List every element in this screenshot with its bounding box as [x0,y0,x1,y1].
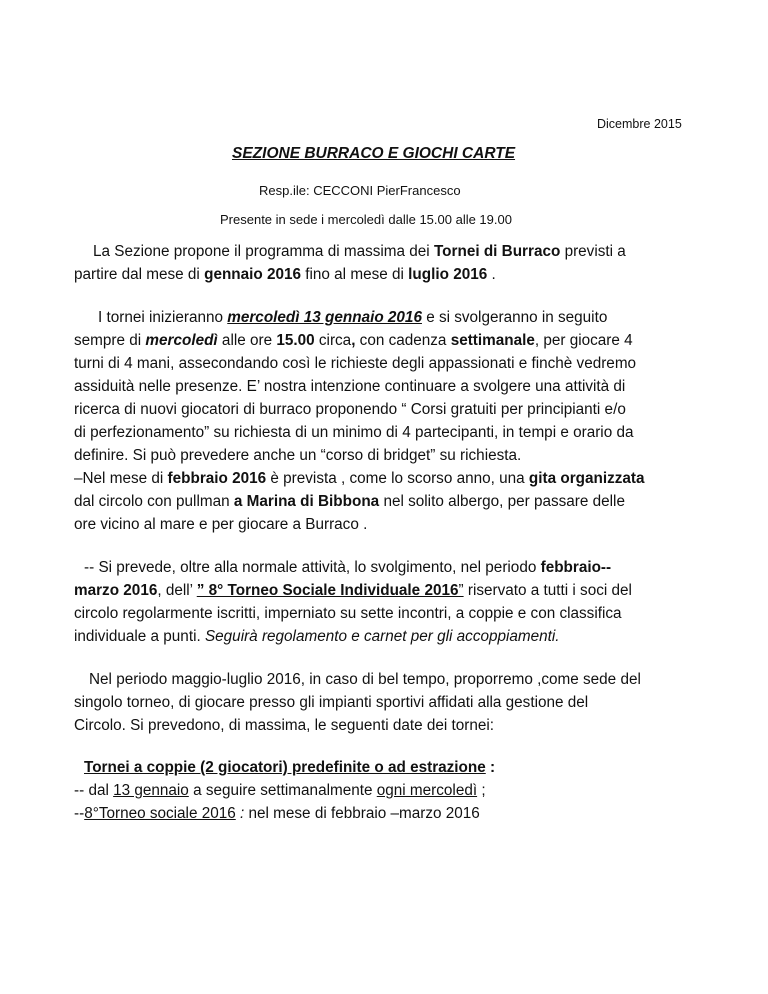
text: alle ore [217,332,277,349]
paragraph-3-line-1 [84,556,611,579]
text: –Nel mese di [74,470,168,487]
tournament-list-heading [84,756,495,779]
text: : [235,805,245,822]
emphasis: Tornei di Burraco [433,243,561,260]
text: nel mese di febbraio –marzo 2016 [244,805,480,822]
paragraph-2-line-9 [74,490,625,513]
text: circa [314,332,352,349]
paragraph-2-line-10: ore vicino al mare e per giocare a Burraco . [74,516,368,533]
paragraph-4-line-2: singolo torneo, di giocare presso gli impianti sportivi affidati alla gestione del [74,694,589,711]
text: , dell’ [157,582,197,599]
emphasis: , [351,332,356,349]
text: -- [74,805,85,822]
paragraph-2-line-2 [74,329,633,352]
text: con cadenza [355,332,451,349]
emphasis: settimanale [450,332,535,349]
text: dal circolo con pullman [74,493,234,510]
paragraph-2-line-7: definire. Si può prevedere anche un “corso di bridget” su richiesta. [74,447,522,464]
paragraph-2-line-6: di perfezionamento” su richiesta di un minimo di 4 partecipanti, in tempi e orario da [74,424,634,441]
text: -- dal [74,782,114,799]
text: individuale a punti. [74,628,205,645]
document-date: Dicembre 2015 [597,117,682,131]
emphasis: Tornei a coppie (2 giocatori) predefinite o ad estrazione [84,759,486,776]
text: . [487,266,496,283]
emphasis: marzo 2016 [74,582,158,599]
paragraph-3-line-3: circolo regolarmente iscritti, imperniato su sette incontri, a coppie e con classifica [74,605,622,622]
emphasis: Seguirà regolamento e carnet per gli accoppiamenti. [204,628,560,645]
emphasis: : [485,759,496,776]
text: ogni mercoledì [376,782,478,799]
text: sempre di [74,332,146,349]
paragraph-2-line-8 [74,467,645,490]
text: I tornei inizieranno [98,309,228,326]
text: 8°Torneo sociale 2016 [84,805,236,822]
text: , per giocare 4 [534,332,633,349]
paragraph-2-line-3: turni di 4 mani, assecondando così le richieste degli appassionati e finchè vedremo [74,355,637,372]
text: è prevista , come lo scorso anno, una [266,470,529,487]
paragraph-1-line-1 [93,240,626,263]
emphasis: gennaio 2016 [204,266,302,283]
emphasis: 15.00 [276,332,315,349]
responsible-line: Resp.ile: CECCONI PierFrancesco [259,183,461,198]
emphasis: febbraio 2016 [167,470,267,487]
emphasis: a Marina di Bibbona [233,493,380,510]
text: riservato a tutti i soci del [463,582,632,599]
paragraph-3-line-4 [74,625,560,648]
text: 13 gennaio [113,782,189,799]
text: e si svolgeranno in seguito [421,309,608,326]
text: -- Si prevede, oltre alla normale attività, lo svolgimento, nel periodo [84,559,541,576]
text: partire dal mese di [74,266,205,283]
tournament-list-item-1 [74,779,486,802]
paragraph-1-line-2 [74,263,496,286]
emphasis: febbraio-- [540,559,612,576]
paragraph-2-line-5: ricerca di nuovi giocatori di burraco proponendo “ Corsi gratuiti per principianti e/o [74,401,626,418]
tournament-list-item-2 [74,802,480,825]
text: La Sezione propone il programma di massima dei [93,243,434,260]
paragraph-4-line-3: Circolo. Si prevedono, di massima, le seguenti date dei tornei: [74,717,495,734]
text: nel solito albergo, per passare delle [379,493,625,510]
paragraph-2-line-4: assiduità nelle presenze. E’ nostra intenzione continuare a svolgere una attività di [74,378,626,395]
office-hours-line: Presente in sede i mercoledì dalle 15.00 alle 19.00 [220,212,512,227]
text: fino al mese di [301,266,409,283]
text: a seguire settimanalmente [188,782,377,799]
emphasis: luglio 2016 [408,266,488,283]
text: ” [458,582,464,599]
emphasis: gita organizzata [528,470,645,487]
document-title: SEZIONE BURRACO E GIOCHI CARTE [232,145,516,162]
emphasis: ” 8° Torneo Sociale Individuale 2016 [196,582,459,599]
paragraph-4-line-1: Nel periodo maggio-luglio 2016, in caso di bel tempo, proporremo ,come sede del [89,671,641,688]
emphasis: mercoledì [145,332,218,349]
paragraph-2-line-1 [98,306,607,329]
text: ; [477,782,486,799]
emphasis: mercoledì 13 gennaio 2016 [227,309,422,326]
paragraph-3-line-2 [74,579,632,602]
text: previsti a [560,243,626,260]
